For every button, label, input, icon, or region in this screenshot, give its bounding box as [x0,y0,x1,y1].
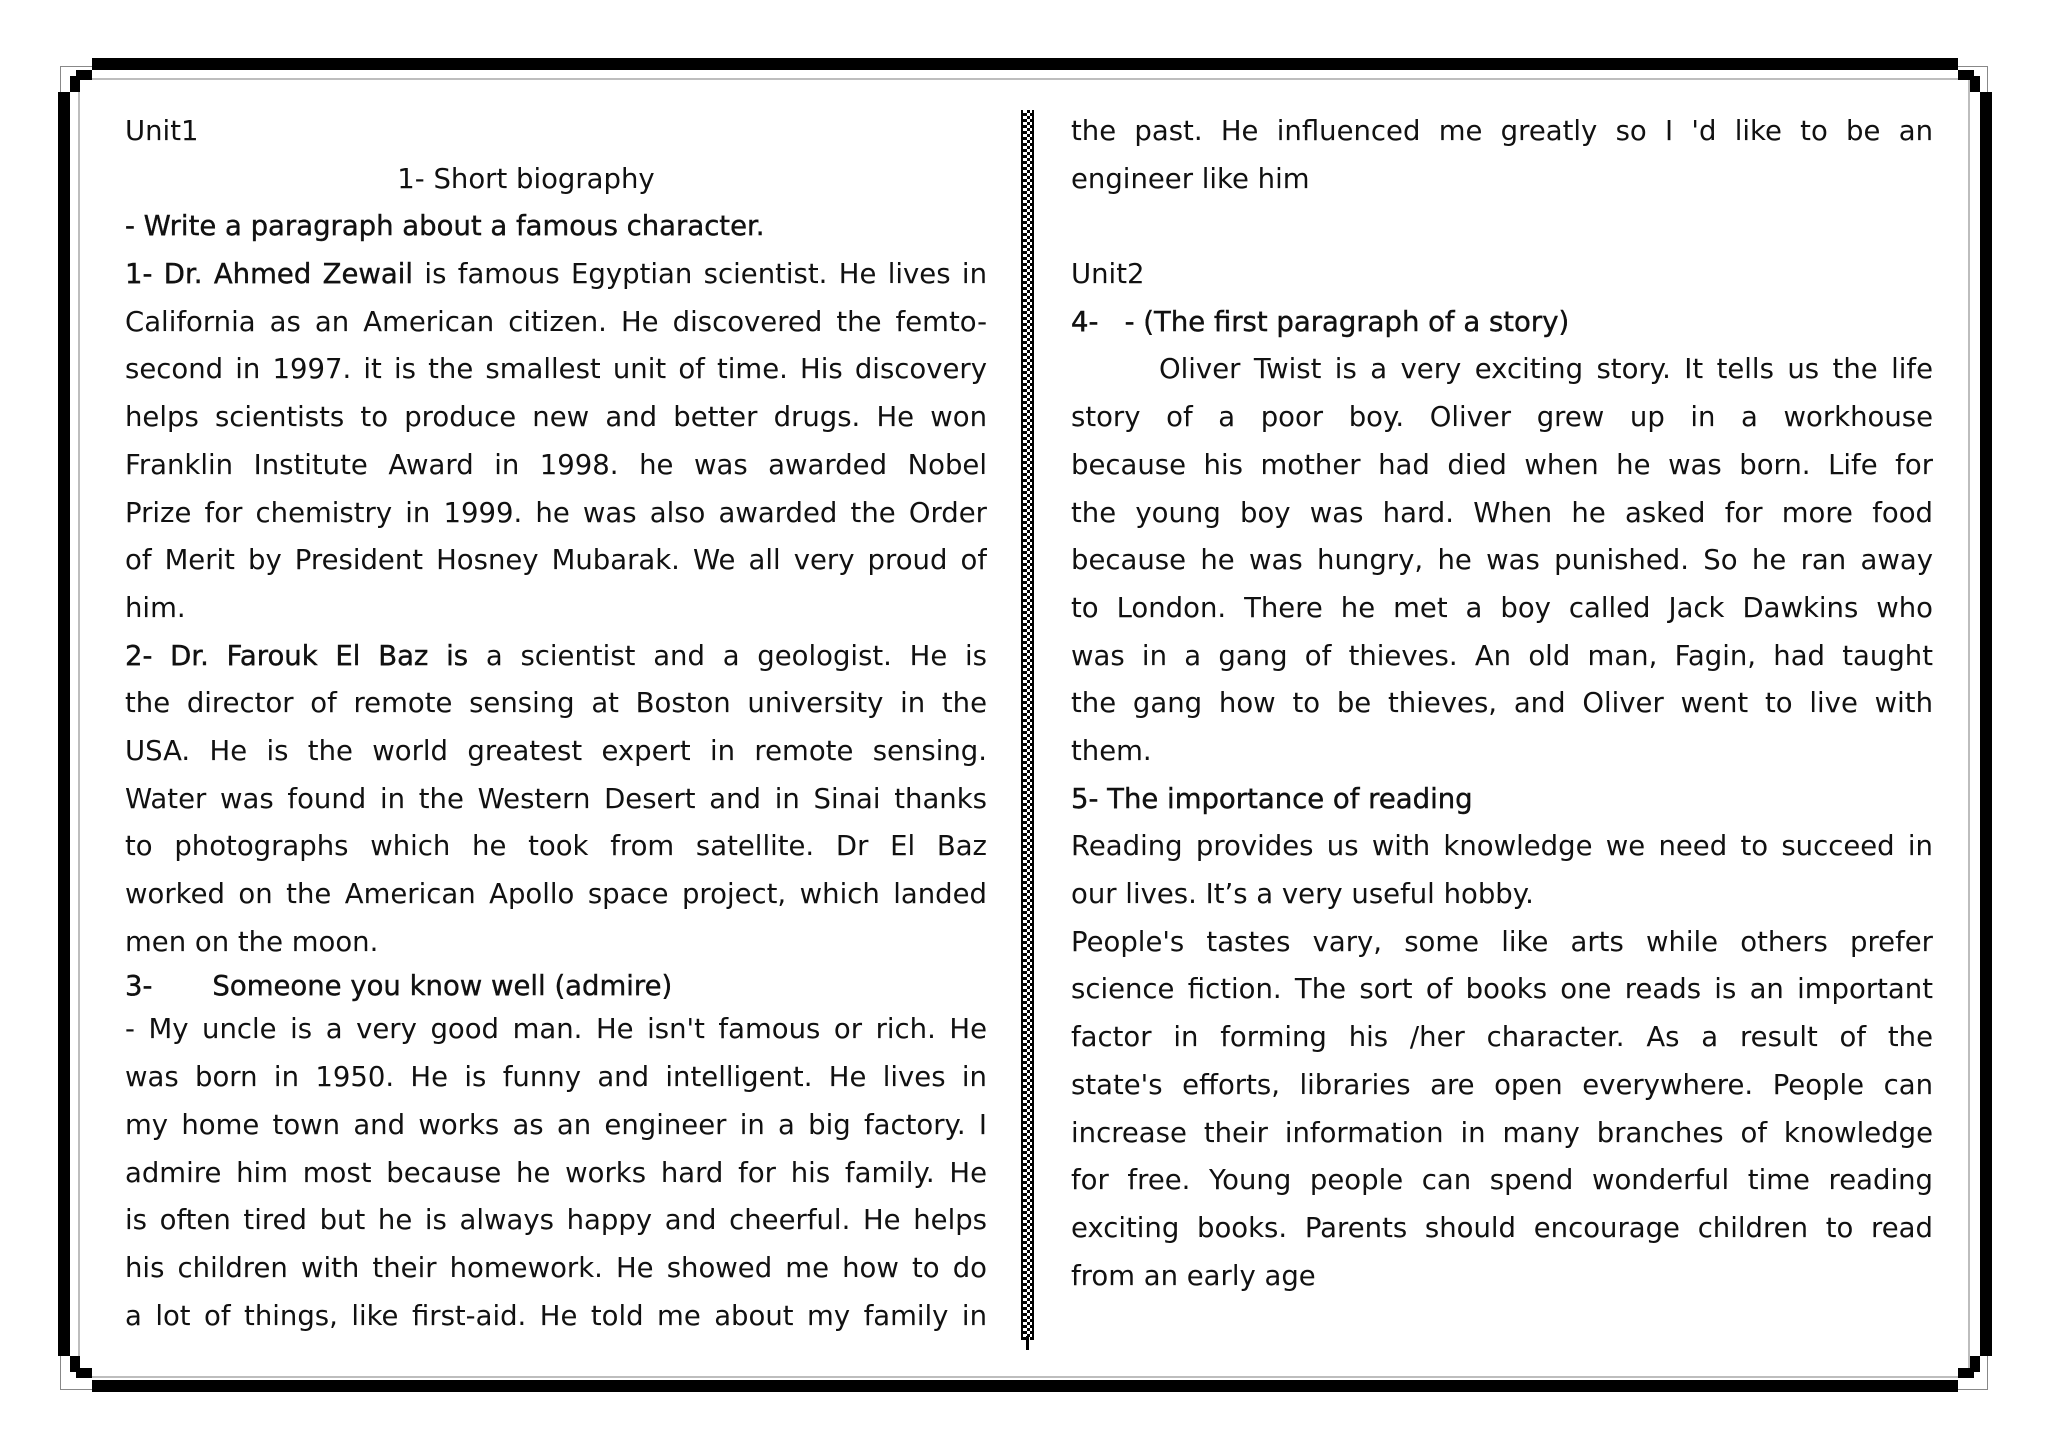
unit2-label: Unit2 [1071,258,1145,291]
paragraph-zewail-line: of Merit by President Hosney Mubarak. We all very proud of [125,544,987,577]
paragraph-uncle-line: is often tired but he is always happy and cheerful. He helps [125,1204,987,1237]
paragraph-uncle-continued-line: engineer like him [1071,162,1310,195]
paragraph-uncle-line: was born in 1950. He is funny and intelligent. He lives in [125,1061,987,1094]
frame-left-bar [58,106,70,1342]
paragraph-zewail-line: him. [125,591,186,624]
paragraph-uncle-line: a lot of things, like first-aid. He told me about my family in [125,1299,987,1332]
paragraph-oliver-line: to London. There he met a boy called Jack Dawkins who [1071,591,1933,624]
paragraph-tastes-line: science fiction. The sort of books one reads is an important [1071,973,1933,1006]
paragraph-oliver-line: was in a gang of thieves. An old man, Fagin, had taught [1071,639,1933,672]
paragraph-tastes-line: for free. Young people can spend wonderful time reading [1071,1164,1933,1197]
left-column [125,108,987,1340]
paragraph-zewail-line: helps scientists to produce new and better drugs. He won [125,401,987,434]
paragraph-zewail-line [125,251,987,299]
frame-corner-bottom-right [1944,1342,1992,1390]
paragraph-zewail-line: Prize for chemistry in 1999. he was also awarded the Order [125,496,987,529]
frame-right-bar [1980,106,1992,1342]
section-title-admire [125,966,987,1006]
zewail-text: is famous Egyptian scientist. He lives in [413,258,987,291]
admire-number: 3- [125,970,153,1003]
right-column [1071,108,1933,1300]
paragraph-tastes-line: increase their information in many branches of knowledge [1071,1116,1933,1149]
unit1-label: Unit1 [125,115,199,147]
paragraph-tastes-line: People's tastes vary, some like arts while others prefer [1071,925,1933,958]
paragraph-tastes-line: exciting books. Parents should encourage children to read [1071,1211,1933,1244]
paragraph-tastes-line: from an early age [1071,1259,1316,1292]
elbaz-lead: 2- Dr. Farouk El Baz is [125,639,469,672]
paragraph-oliver-line: because he was hungry, he was punished. So he ran away [1071,544,1933,577]
frame-corner-bottom-left [58,1342,106,1390]
paragraph-zewail-line: California as an American citizen. He discovered the femto- [125,305,987,338]
instruction-text: - Write a paragraph about a famous character. [125,210,765,243]
section-title-short-biography: 1- Short biography [397,162,655,195]
paragraph-uncle-line: - My uncle is a very good man. He isn't famous or rich. He [125,1013,987,1046]
paragraph-uncle-line: my home town and works as an engineer in a big factory. I [125,1108,987,1141]
paragraph-oliver-line: story of a poor boy. Oliver grew up in a workhouse [1071,401,1933,434]
paragraph-elbaz-line: to photographs which he took from satellite. Dr El Baz [125,830,987,863]
paragraph-elbaz-line: worked on the American Apollo space project, which landed [125,878,987,911]
frame-corner-top-left [58,58,106,106]
zewail-lead: 1- Dr. Ahmed Zewail [125,258,414,291]
paragraph-elbaz-line: Water was found in the Western Desert and in Sinai thanks [125,782,987,815]
paragraph-tastes-line: state's efforts, libraries are open everywhere. People can [1071,1068,1933,1101]
paragraph-elbaz-line: the director of remote sensing at Boston university in the [125,687,987,720]
paragraph-oliver-line: the gang how to be thieves, and Oliver went to live with [1071,687,1933,720]
frame-top-bar [104,58,1944,70]
section-title-story: 4- - (The first paragraph of a story) [1071,305,1570,338]
section-title-reading: 5- The importance of reading [1071,782,1473,815]
admire-title: Someone you know well (admire) [212,970,673,1003]
paragraph-elbaz-line: USA. He is the world greatest expert in remote sensing. [125,735,987,767]
frame-corner-top-right [1944,58,1992,106]
spacer [1071,203,1933,251]
paragraph-reading-line: our lives. It’s a very useful hobby. [1071,878,1534,911]
paragraph-oliver-line: the young boy was hard. When he asked for more food [1071,496,1933,529]
paragraph-tastes-line: factor in forming his /her character. As a result of the [1071,1021,1933,1054]
paragraph-elbaz-line: men on the moon. [125,925,379,958]
paragraph-uncle-continued-line: the past. He influenced me greatly so I 'd like to be an [1071,115,1933,147]
paragraph-uncle-line: his children with their homework. He showed me how to do [125,1251,987,1284]
column-divider-tail [1026,1336,1029,1350]
paragraph-reading-line: Reading provides us with knowledge we need to succeed in [1071,830,1933,863]
paragraph-oliver-line: them. [1071,734,1152,767]
paragraph-oliver-line: Oliver Twist is a very exciting story. It tells us the life [1159,353,1933,386]
paragraph-oliver-line: because his mother had died when he was born. Life for [1071,448,1933,481]
paragraph-uncle-line: admire him most because he works hard for his family. He [125,1156,987,1189]
paragraph-elbaz-line [125,633,987,681]
column-divider [1021,110,1034,1340]
elbaz-text: a scientist and a geologist. He is [468,639,987,672]
paragraph-zewail-line: Franklin Institute Award in 1998. he was awarded Nobel [125,448,987,481]
frame-bottom-bar [104,1380,1944,1392]
paragraph-zewail-line: second in 1997. it is the smallest unit of time. His discovery [125,353,987,386]
